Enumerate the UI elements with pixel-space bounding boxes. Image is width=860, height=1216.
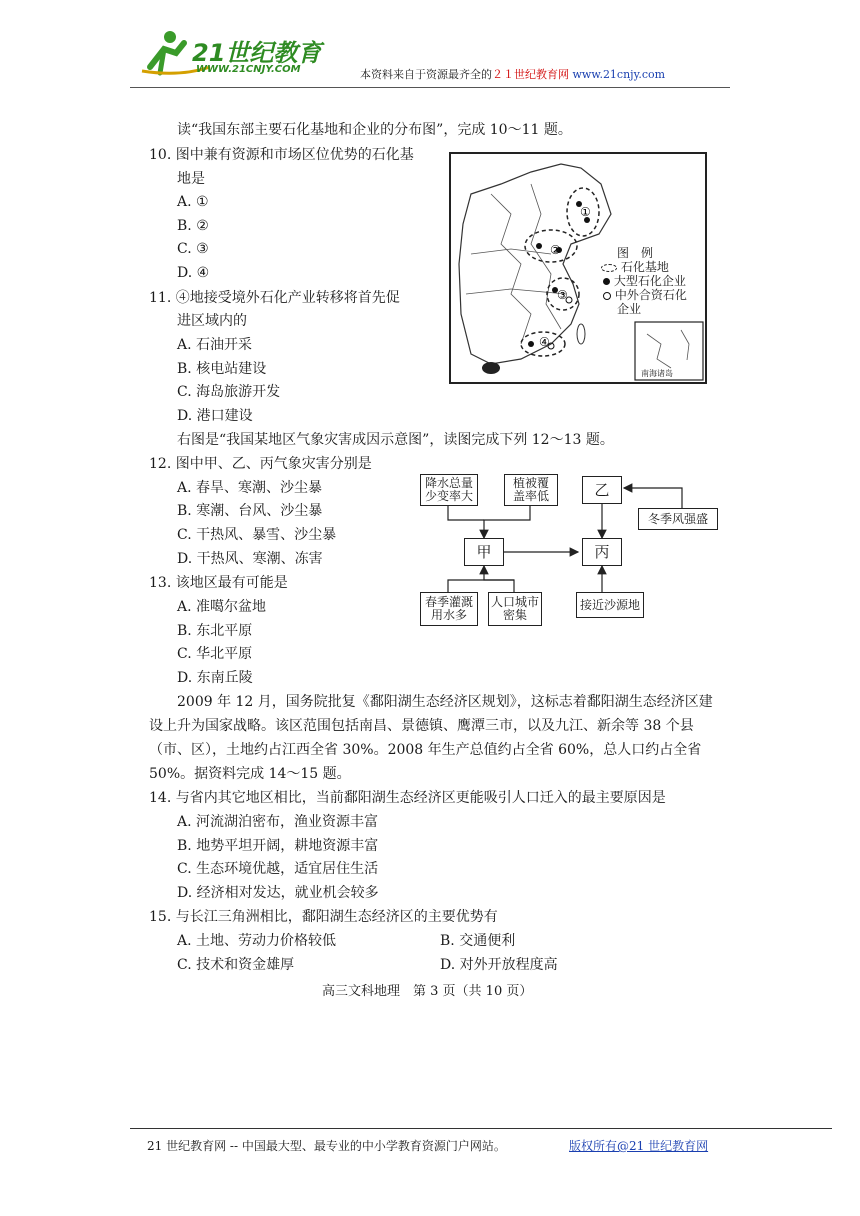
- q13-option-a: A. 准噶尔盆地: [177, 599, 267, 615]
- box-vegetation: [504, 474, 558, 506]
- q13-option-c: C. 华北平原: [177, 646, 253, 662]
- q10-option-d: D. ④: [177, 265, 210, 281]
- q13-stem: 13. 该地区最有可能是: [149, 575, 288, 591]
- q12-option-c: C. 干热风、暴雪、沙尘暴: [177, 527, 337, 543]
- q15-option-a: A. 土地、劳动力价格较低: [177, 933, 337, 949]
- q14-option-a: A. 河流湖泊密布，渔业资源丰富: [177, 814, 379, 830]
- map-marker-2: ②: [550, 243, 561, 257]
- q12-option-b: B. 寒潮、台风、沙尘暴: [177, 503, 323, 519]
- petrochemical-map: [449, 152, 707, 384]
- q11-option-c: C. 海岛旅游开发: [177, 384, 281, 400]
- box-veg-line1: 植被覆: [512, 476, 549, 490]
- intro-10-11: 读“我国东部主要石化基地和企业的分布图”，完成 10～11 题。: [177, 122, 572, 138]
- q13-option-b: B. 东北平原: [177, 623, 253, 639]
- box-irrig-line2: 用水多: [430, 608, 467, 622]
- q10-option-b: B. ②: [177, 218, 209, 234]
- legend-item-large: 大型石化企业: [613, 274, 686, 288]
- box-rain: [420, 474, 478, 506]
- box-rain-line1: 降水总量: [424, 476, 473, 490]
- footer-divider: [130, 1128, 832, 1129]
- map-marker-1: ①: [580, 205, 591, 219]
- box-bing: 丙: [582, 538, 622, 566]
- header-note: [360, 66, 665, 82]
- box-rain-line2: 少变率大: [424, 489, 473, 503]
- map-marker-3: ③: [557, 288, 568, 302]
- q10-stem-line2: 地是: [177, 171, 205, 187]
- box-population: [488, 592, 542, 626]
- box-monsoon: 冬季风强盛: [638, 508, 718, 530]
- disaster-flowchart: [418, 472, 720, 632]
- box-yi: 乙: [582, 476, 622, 504]
- footer-left: 21 世纪教育网 -- 中国最大型、最专业的中小学教育资源门户网站。: [147, 1139, 506, 1153]
- q15-option-d: D. 对外开放程度高: [440, 957, 558, 973]
- q11-option-a: A. 石油开采: [177, 337, 253, 353]
- logo-url: WWW.21CNJY.COM: [196, 64, 301, 75]
- legend-filled-dot-icon: [603, 278, 610, 285]
- box-jia: 甲: [464, 538, 504, 566]
- q15-stem: 15. 与长江三角洲相比，鄱阳湖生态经济区的主要优势有: [149, 909, 498, 925]
- q14-option-b: B. 地势平坦开阔，耕地资源丰富: [177, 838, 379, 854]
- passage-line4: 50%。据资料完成 14～15 题。: [149, 766, 351, 782]
- box-irrigation: [420, 592, 478, 626]
- q10-option-c: C. ③: [177, 241, 209, 257]
- q14-option-c: C. 生态环境优越，适宜居住生活: [177, 861, 379, 877]
- q15-option-c: C. 技术和资金雄厚: [177, 957, 295, 973]
- q10-option-a: A. ①: [177, 194, 209, 210]
- legend-open-dot-icon: [603, 292, 611, 300]
- logo-text: 21世纪教育: [192, 39, 322, 67]
- q11-stem-line1: 11. ④地接受境外石化产业转移将首先促: [149, 290, 400, 306]
- legend-jv: [603, 286, 687, 303]
- page-number: 高三文科地理 第 3 页（共 10 页）: [322, 984, 533, 999]
- header-divider: [130, 87, 730, 88]
- q14-stem: 14. 与省内其它地区相比，当前鄱阳湖生态经济区更能吸引人口迁入的最主要原因是: [149, 790, 666, 806]
- legend-item-base: 石化基地: [620, 260, 669, 274]
- legend-item-jv-cont: 企业: [617, 302, 642, 316]
- header-note-url[interactable]: www.21cnjy.com: [572, 68, 666, 81]
- passage-line3: （市、区），土地约占江西全省 30%。2008 年生产总值约占全省 60%，总人口约占全省: [149, 742, 702, 758]
- q11-option-d: D. 港口建设: [177, 408, 253, 424]
- passage-line1: 2009 年 12 月，国务院批复《鄱阳湖生态经济区规划》，这标志着鄱阳湖生态经济区建: [177, 694, 713, 710]
- q11-stem-line2: 进区域内的: [177, 313, 247, 329]
- map-marker-4: ④: [539, 335, 550, 349]
- footer-copyright-link[interactable]: 版权所有@21 世纪教育网: [569, 1139, 709, 1153]
- header-note-site[interactable]: ２１世纪教育网: [492, 68, 569, 81]
- legend-title: 图 例: [617, 246, 654, 260]
- q12-stem: 12. 图中甲、乙、丙气象灾害分别是: [149, 456, 372, 472]
- legend-dashed-icon: [601, 264, 617, 272]
- passage-line2: 设上升为国家战略。该区范围包括南昌、景德镇、鹰潭三市，以及九江、新余等 38 个县: [149, 718, 694, 734]
- intro-12-13: 右图是“我国某地区气象灾害成因示意图”，读图完成下列 12～13 题。: [177, 432, 614, 448]
- box-pop-line2: 密集: [502, 608, 527, 622]
- box-veg-line2: 盖率低: [512, 489, 549, 503]
- header-note-prefix: 本资料来自于资源最齐全的: [360, 68, 492, 81]
- inset-label: 南海诸岛: [641, 369, 673, 378]
- legend-item-jv: 中外合资石化: [614, 288, 687, 302]
- box-sand-source: 接近沙源地: [576, 592, 644, 618]
- q12-option-d: D. 干热风、寒潮、冻害: [177, 551, 323, 567]
- q12-option-a: A. 春旱、寒潮、沙尘暴: [177, 480, 323, 496]
- q10-stem-line1: 10. 图中兼有资源和市场区位优势的石化基: [149, 147, 414, 163]
- box-pop-line1: 人口城市: [490, 595, 539, 609]
- q13-option-d: D. 东南丘陵: [177, 670, 253, 686]
- q15-option-b: B. 交通便利: [440, 933, 516, 949]
- q14-option-d: D. 经济相对发达，就业机会较多: [177, 885, 379, 901]
- box-irrig-line1: 春季灌溉: [424, 595, 473, 609]
- q11-option-b: B. 核电站建设: [177, 361, 267, 377]
